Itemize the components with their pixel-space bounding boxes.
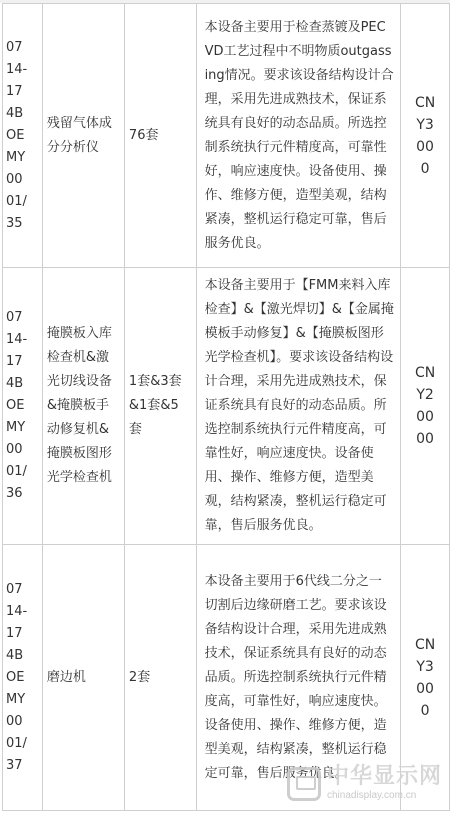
- equipment-name-cell: 掩膜板入库检查机&激光切线设备&掩膜板手动修复机&掩膜板图形光学检查机: [42, 268, 124, 545]
- watermark: [287, 765, 442, 802]
- item-number-cell: 0714-174BOEMY0001/35: [3, 4, 43, 268]
- description-cell: 本设备主要用于检查蒸镀及PECVD工艺过程中不明物质outgassing情况。要求该设备结构设计合理，采用先进成熟技术，保证系统具有良好的动态品质。所选控制系统执行元件精度高，可靠性好，响应速度快。设备使用、操作、维修方便，造型美观，结构紧凑，整机运行稳定可靠，售后服务优良。: [196, 4, 401, 268]
- watermark-brand: 中华显示网: [326, 764, 442, 789]
- budget-cell: CNY3000: [401, 4, 450, 268]
- description-cell: 本设备主要用于6代线二分之一切割后边缘研磨工艺。要求该设备结构设计合理，采用先进成熟技术，保证系统具有良好的动态品质。所选控制系统执行元件精度高，可靠性好，响应速度快。设备使用、操作、维修方便，造型美观，结构紧凑，整机运行稳定可靠，售后服务优良。: [196, 545, 401, 811]
- budget-cell: CNY20000: [401, 268, 450, 545]
- quantity-cell: 2套: [124, 545, 196, 811]
- table-row: [3, 268, 450, 545]
- quantity-cell: 76套: [124, 4, 196, 268]
- table-row: [3, 4, 450, 268]
- item-number-cell: 0714-174BOEMY0001/36: [3, 268, 43, 545]
- monitor-logo-icon: [287, 767, 321, 801]
- budget-cell: CNY3000: [401, 545, 450, 811]
- equipment-name-cell: 残留气体成分分析仪: [42, 4, 124, 268]
- watermark-url: chinadisplay.com.cn: [326, 790, 417, 801]
- quantity-cell: 1套&3套&1套&5套: [124, 268, 196, 545]
- watermark-text: [327, 765, 442, 802]
- description-cell: 本设备主要用于【FMM来料入库检查】&【激光焊切】&【金属掩模板手动修复】&【掩膜板图形光学检查机】。要求该设备结构设计合理，采用先进成熟技术，保证系统具有良好的动态品质。所选控制系统执行元件精度高，可靠性好，响应速度快。设备使用、操作、维修方便，造型美观，结构紧凑，整机运行稳定可靠，售后服务优良。: [196, 268, 401, 545]
- equipment-name-cell: 磨边机: [42, 545, 124, 811]
- procurement-table: [2, 3, 450, 811]
- item-number-cell: 0714-174BOEMY0001/37: [3, 545, 43, 811]
